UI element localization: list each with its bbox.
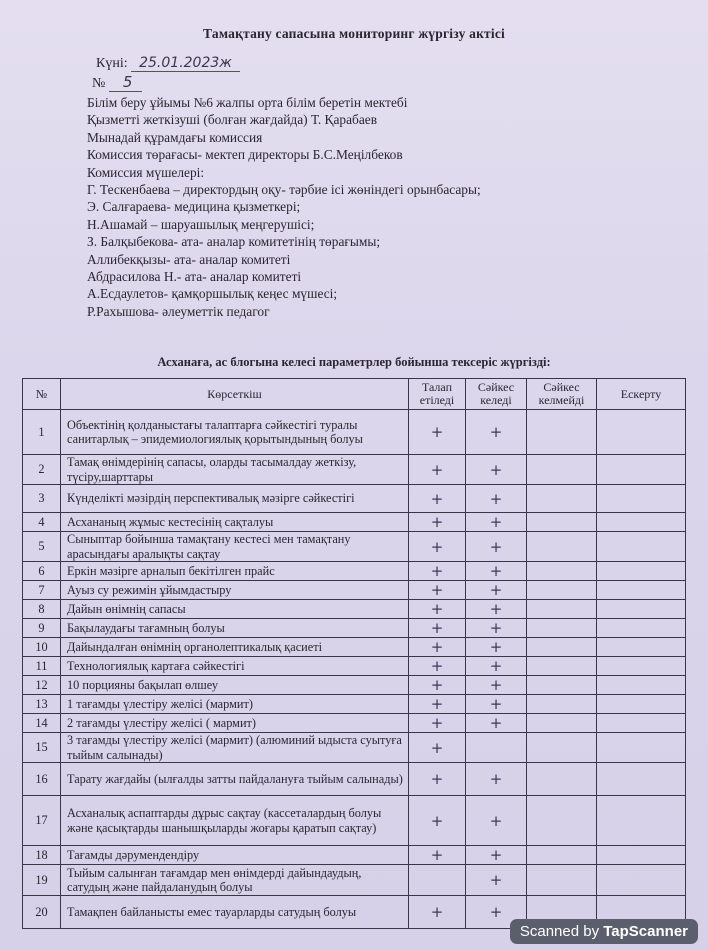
row-indicator: Сыныптар бойынша тамақтану кестесі мен тамақтану арасындағы аралықты сақтау [61, 532, 409, 562]
date-value: 25.01.2023ж [131, 55, 240, 72]
row-number: 20 [23, 896, 61, 929]
row-compliant-mark: + [466, 896, 527, 929]
row-required-mark: + [409, 896, 466, 929]
row-required-mark: + [409, 846, 466, 865]
row-compliant-mark: + [466, 846, 527, 865]
row-indicator: Тағамды дәрумендендіру [61, 846, 409, 865]
row-number: 11 [23, 657, 61, 676]
row-compliant-mark: + [466, 676, 527, 695]
row-required-mark: + [409, 796, 466, 846]
row-number: 1 [23, 410, 61, 455]
row-number: 7 [23, 581, 61, 600]
row-compliant-mark: + [466, 763, 527, 796]
row-noncompliant-mark [527, 865, 597, 896]
row-compliant-mark: + [466, 455, 527, 485]
table-row [23, 455, 686, 485]
info-line: Қызметті жеткізуші (болған жағдайда) Т. Қарабаев [87, 112, 378, 128]
row-required-mark: + [409, 695, 466, 714]
info-line: Аллибекқызы- ата- аналар комитеті [87, 251, 291, 267]
table-row [23, 600, 686, 619]
table-row [23, 619, 686, 638]
table-row [23, 846, 686, 865]
row-note [597, 846, 686, 865]
header-noncompliant: Сәйкес келмейді [527, 379, 597, 410]
table-row [23, 581, 686, 600]
row-compliant-mark: + [466, 695, 527, 714]
table-row [23, 657, 686, 676]
row-noncompliant-mark [527, 676, 597, 695]
info-line: Р.Рахышова- әлеуметтік педагог [87, 303, 270, 319]
table-row [23, 733, 686, 763]
row-required-mark: + [409, 532, 466, 562]
scanner-watermark [510, 919, 698, 944]
table-row [23, 562, 686, 581]
row-indicator: Күнделікті мәзірдің перспективалық мәзірге сәйкестігі [61, 485, 409, 513]
table-row [23, 638, 686, 657]
row-indicator: Бақылаудағы тағамның болуы [61, 619, 409, 638]
row-note [597, 619, 686, 638]
row-note [597, 796, 686, 846]
row-number: 8 [23, 600, 61, 619]
row-indicator: 3 тағамды үлестіру желісі (мармит) (алюминий ыдыста суытуға тыйым салынады) [61, 733, 409, 763]
commission-info [87, 94, 481, 320]
row-number: 6 [23, 562, 61, 581]
row-required-mark [409, 865, 466, 896]
document-title: Тамақтану сапасына мониторинг жүргізу актісі [203, 26, 505, 41]
table-row [23, 410, 686, 455]
row-note [597, 485, 686, 513]
row-note [597, 513, 686, 532]
row-indicator: Технологиялық картаға сәйкестігі [61, 657, 409, 676]
row-compliant-mark: + [466, 562, 527, 581]
info-line: Білім беру ұйымы №6 жалпы орта білім беретін мектебі [87, 95, 408, 110]
row-indicator: Еркін мәзірге арналып бекітілген прайс [61, 562, 409, 581]
row-indicator: Асхананың жұмыс кестесінің сақталуы [61, 513, 409, 532]
row-noncompliant-mark [527, 600, 597, 619]
row-note [597, 865, 686, 896]
row-compliant-mark [466, 733, 527, 763]
row-required-mark: + [409, 562, 466, 581]
table-row [23, 676, 686, 695]
row-number: 9 [23, 619, 61, 638]
row-indicator: Тыйым салынған тағамдар мен өнімдерді дайындаудың, сатудың және пайдаланудың болуы [61, 865, 409, 896]
row-required-mark: + [409, 581, 466, 600]
header-required: Талап етіледі [409, 379, 466, 410]
row-compliant-mark: + [466, 485, 527, 513]
row-required-mark: + [409, 638, 466, 657]
row-noncompliant-mark [527, 410, 597, 455]
row-compliant-mark: + [466, 638, 527, 657]
row-note [597, 600, 686, 619]
table-row [23, 714, 686, 733]
section-title: Асханаға, ас блогына келесі параметрлер бойынша тексеріс жүргізді: [157, 355, 551, 369]
row-noncompliant-mark [527, 532, 597, 562]
row-number: 13 [23, 695, 61, 714]
row-indicator: Дайындалған өнімнің органолептикалық қасиеті [61, 638, 409, 657]
row-noncompliant-mark [527, 763, 597, 796]
row-indicator: Дайын өнімнің сапасы [61, 600, 409, 619]
row-number: 16 [23, 763, 61, 796]
row-number: 4 [23, 513, 61, 532]
row-compliant-mark: + [466, 796, 527, 846]
row-compliant-mark: + [466, 532, 527, 562]
row-number: 12 [23, 676, 61, 695]
info-line: Абдрасилова Н.- ата- аналар комитеті [87, 269, 302, 285]
info-line: Э. Салғараева- медицина қызметкері; [87, 199, 301, 215]
row-number: 15 [23, 733, 61, 763]
date-line [96, 55, 240, 72]
header-number: № [23, 379, 61, 410]
row-indicator: Тамақ өнімдерінің сапасы, оларды тасымалдау жеткізу, түсіру,шарттары [61, 455, 409, 485]
row-required-mark: + [409, 513, 466, 532]
row-compliant-mark: + [466, 581, 527, 600]
row-number: 14 [23, 714, 61, 733]
row-compliant-mark: + [466, 600, 527, 619]
row-indicator: Объектінің қолданыстағы талаптарға сәйкестігі туралы санитарлық – эпидемиологиялық қорытындының болуы [61, 410, 409, 455]
row-note [597, 733, 686, 763]
table-header-row [23, 379, 686, 410]
info-line: Н.Ашамай – шаруашылық меңгерушісі; [87, 216, 315, 232]
row-note [597, 657, 686, 676]
row-number: 5 [23, 532, 61, 562]
row-noncompliant-mark [527, 638, 597, 657]
watermark-prefix: Scanned by [519, 923, 604, 940]
row-indicator: 10 порцияны бақылап өлшеу [61, 676, 409, 695]
monitoring-table [22, 378, 686, 929]
header-indicator: Көрсеткіш [61, 379, 409, 410]
header-note: Ескерту [597, 379, 686, 410]
row-compliant-mark: + [466, 410, 527, 455]
info-line: З. Балқыбекова- ата- аналар комитетінің төрағымы; [87, 234, 381, 250]
row-compliant-mark: + [466, 865, 527, 896]
row-note [597, 695, 686, 714]
row-note [597, 763, 686, 796]
table-row [23, 532, 686, 562]
row-compliant-mark: + [466, 657, 527, 676]
row-required-mark: + [409, 763, 466, 796]
table-row [23, 695, 686, 714]
table-row [23, 485, 686, 513]
info-line: Мынадай құрамдағы комиссия [87, 129, 263, 145]
row-indicator: Тамақпен байланысты емес тауарларды сатудың болуы [61, 896, 409, 929]
info-line: Комиссия төрағасы- мектеп директоры Б.С.Меңілбеков [87, 147, 403, 163]
row-note [597, 714, 686, 733]
number-line [92, 73, 142, 92]
row-required-mark: + [409, 600, 466, 619]
row-number: 18 [23, 846, 61, 865]
info-line: А.Есдаулетов- қамқоршылық кеңес мүшесі; [87, 286, 338, 302]
info-line: Г. Тескенбаева – директордың оқу- тәрбие ісі жөніндегі орынбасары; [87, 182, 481, 198]
row-noncompliant-mark [527, 695, 597, 714]
row-indicator: 1 тағамды үлестіру желісі (мармит) [61, 695, 409, 714]
row-note [597, 532, 686, 562]
header-compliant: Сәйкес келеді [466, 379, 527, 410]
row-required-mark: + [409, 410, 466, 455]
row-note [597, 455, 686, 485]
info-line: Комиссия мүшелері: [87, 164, 205, 180]
row-number: 10 [23, 638, 61, 657]
row-number: 19 [23, 865, 61, 896]
row-noncompliant-mark [527, 733, 597, 763]
date-label: Күні: [96, 56, 128, 71]
row-noncompliant-mark [527, 619, 597, 638]
row-compliant-mark: + [466, 619, 527, 638]
row-note [597, 562, 686, 581]
row-note [597, 638, 686, 657]
number-value: 5 [109, 73, 143, 92]
row-noncompliant-mark [527, 657, 597, 676]
row-required-mark: + [409, 619, 466, 638]
table-row [23, 763, 686, 796]
row-indicator: Асханалық аспаптарды дұрыс сақтау (кассеталардың болуы және қасықтарды шанышқыларды жоғары қаратып сақтау) [61, 796, 409, 846]
row-number: 2 [23, 455, 61, 485]
row-note [597, 581, 686, 600]
row-indicator: Ауыз су режимін ұйымдастыру [61, 581, 409, 600]
row-required-mark: + [409, 714, 466, 733]
row-compliant-mark: + [466, 513, 527, 532]
row-indicator: Тарату жағдайы (ылғалды затты пайдалануға тыйым салынады) [61, 763, 409, 796]
row-required-mark: + [409, 485, 466, 513]
row-noncompliant-mark [527, 455, 597, 485]
row-compliant-mark: + [466, 714, 527, 733]
row-note [597, 676, 686, 695]
row-required-mark: + [409, 455, 466, 485]
row-indicator: 2 тағамды үлестіру желісі ( мармит) [61, 714, 409, 733]
row-noncompliant-mark [527, 581, 597, 600]
row-noncompliant-mark [527, 562, 597, 581]
row-noncompliant-mark [527, 796, 597, 846]
watermark-brand: TapScanner [603, 923, 688, 940]
table-row [23, 796, 686, 846]
row-number: 17 [23, 796, 61, 846]
row-required-mark: + [409, 733, 466, 763]
row-noncompliant-mark [527, 485, 597, 513]
row-required-mark: + [409, 676, 466, 695]
row-noncompliant-mark [527, 714, 597, 733]
table-row [23, 513, 686, 532]
row-number: 3 [23, 485, 61, 513]
row-noncompliant-mark [527, 846, 597, 865]
number-label: № [92, 76, 106, 91]
row-note [597, 410, 686, 455]
table-row [23, 865, 686, 896]
row-noncompliant-mark [527, 513, 597, 532]
row-required-mark: + [409, 657, 466, 676]
